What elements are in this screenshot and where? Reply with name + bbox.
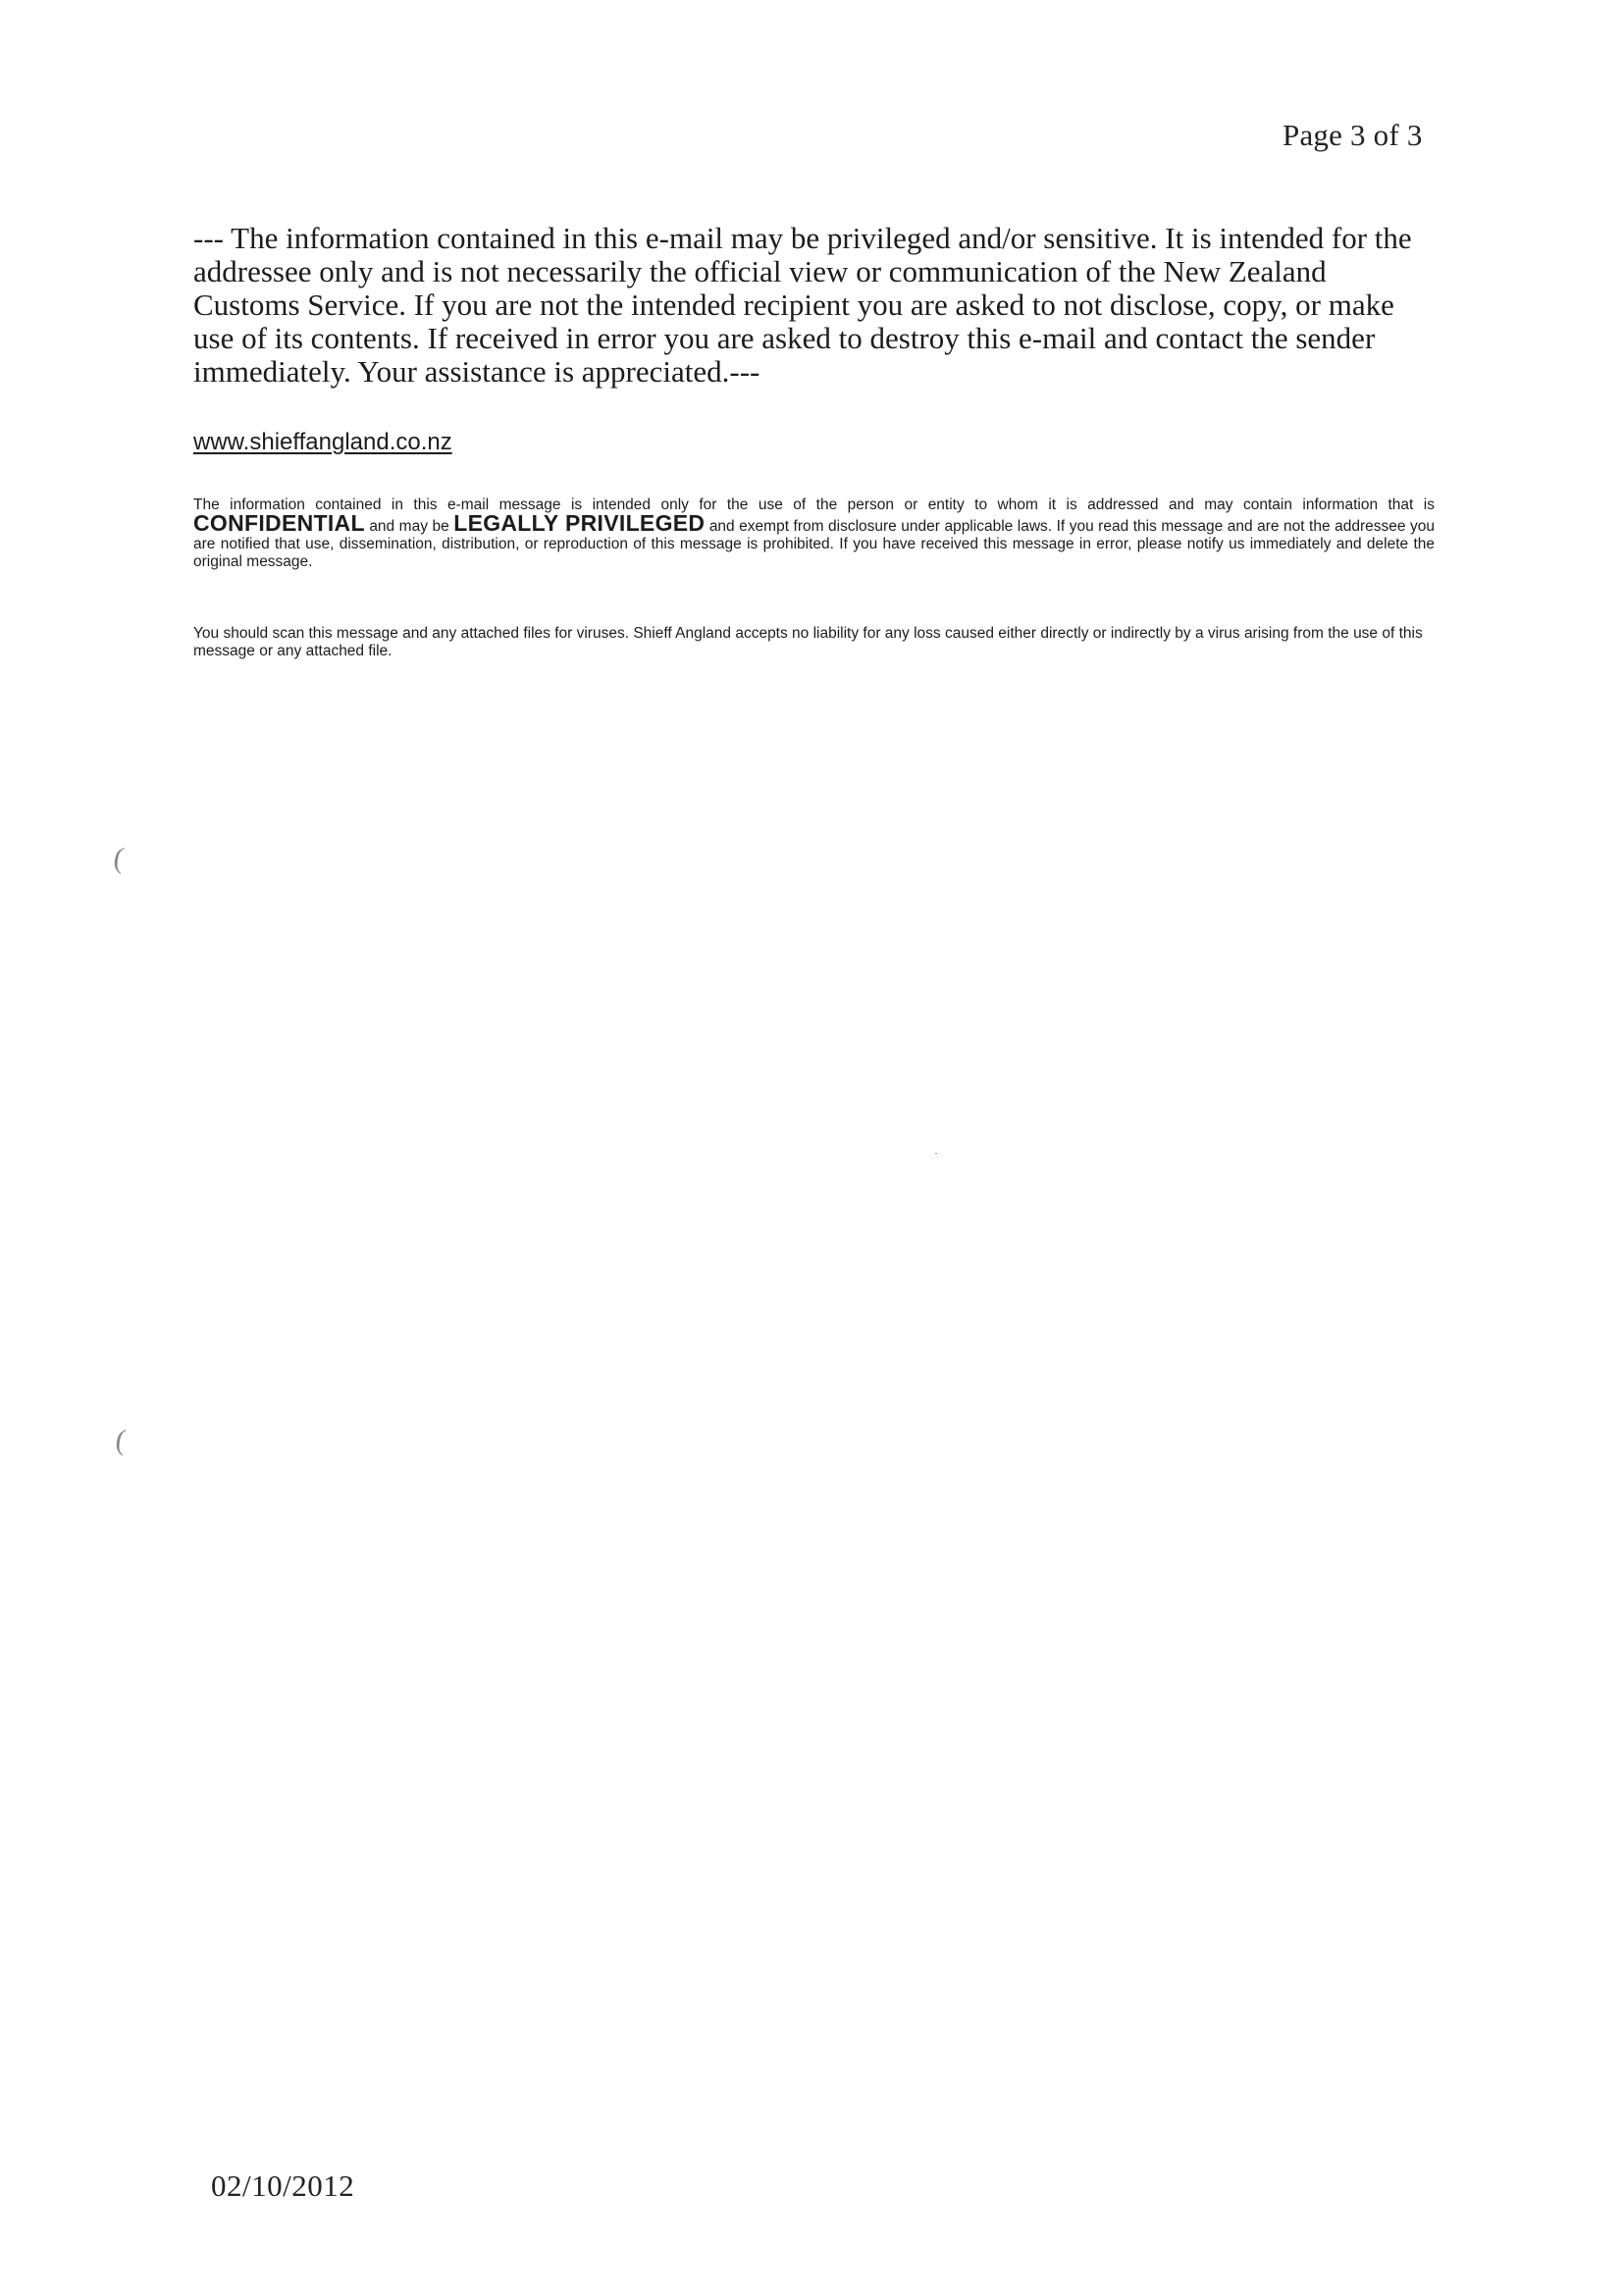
legally-privileged-label: LEGALLY PRIVILEGED: [453, 510, 706, 536]
legal-notice-part-3: and exempt from disclosure under applicable laws. If you read this message and are not the addressee you are notified that use, dissemination, distribution, or reproduction of this message is prohibited. If you have received this message in error, please notify us immediately and delete the original message.: [193, 518, 1435, 570]
customs-disclaimer: --- The information contained in this e-mail may be privileged and/or sensitive. It is intended for the addressee only and is not necessarily the official view or communication of the New Zealand Customs Service. If you are not the intended recipient you are asked to not disclose, copy, or make use of its contents. If received in error you are asked to destroy this e-mail and contact the sender immediately. Your assistance is appreciated.---: [193, 221, 1412, 389]
margin-mark-upper: (: [111, 841, 127, 875]
legal-notice-part-1: The information contained in this e-mail message is intended only for the use of the person or entity to whom it is addressed and may contain information that is: [193, 496, 1435, 513]
page-number: Page 3 of 3: [1283, 118, 1423, 152]
website-link[interactable]: www.shieffangland.co.nz: [193, 429, 452, 455]
margin-mark-lower: (: [113, 1423, 129, 1457]
virus-notice: You should scan this message and any attached files for viruses. Shieff Angland accepts no liability for any loss caused either directly or indirectly by a virus arising from the use of this message or any attached file.: [193, 625, 1423, 659]
print-date: 02/10/2012: [211, 2168, 355, 2203]
scan-speck: [935, 1153, 937, 1154]
confidential-label: CONFIDENTIAL: [193, 510, 365, 536]
legal-notice: [193, 496, 1435, 571]
legal-notice-part-2: and may be: [364, 518, 454, 535]
